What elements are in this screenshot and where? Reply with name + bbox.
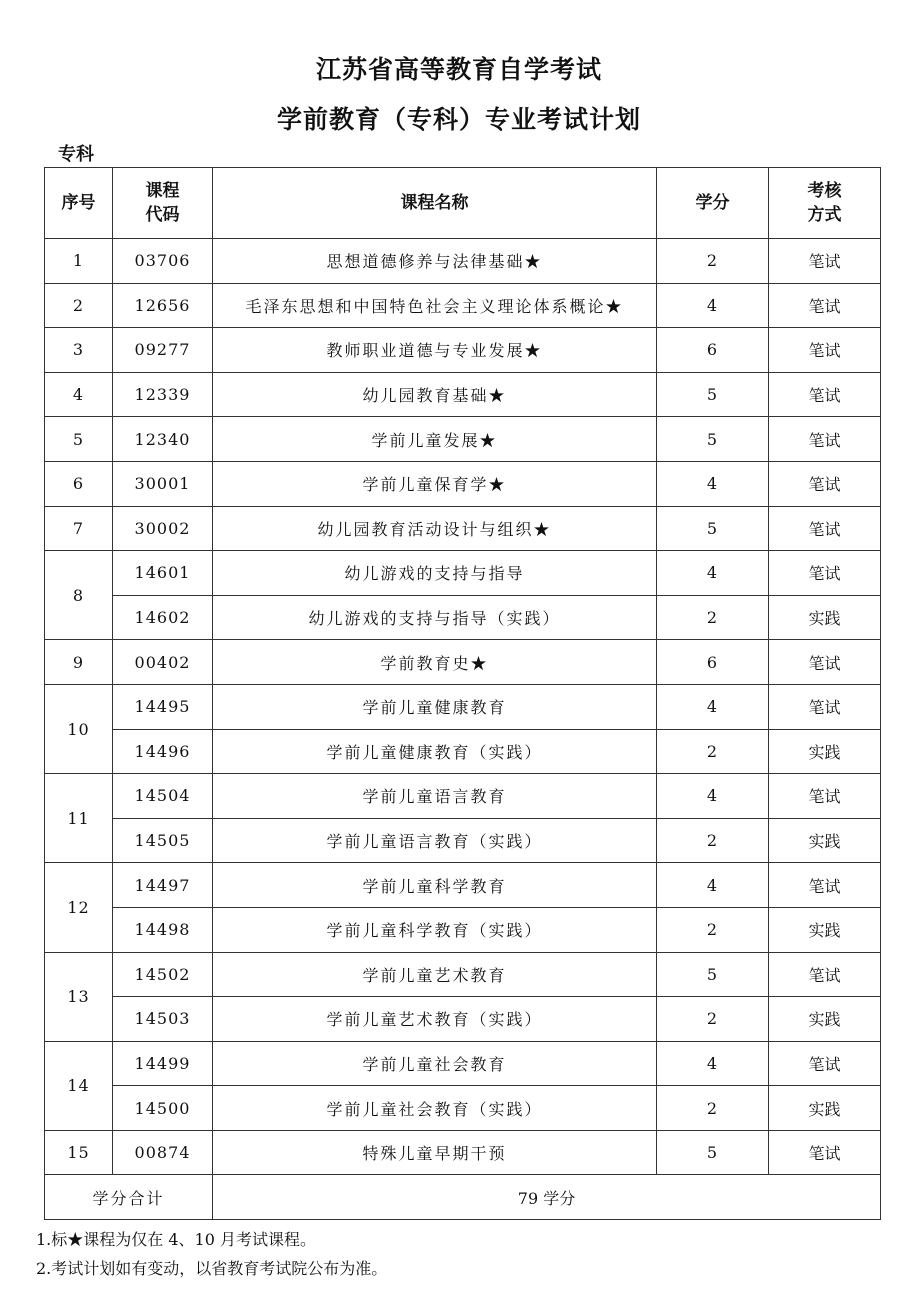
cell-seq: 13 xyxy=(45,952,113,1041)
cell-course-name: 学前儿童艺术教育 xyxy=(213,952,657,997)
header-seq-line: 序号 xyxy=(61,193,96,213)
cell-credit: 4 xyxy=(657,774,769,819)
table-row xyxy=(45,729,881,774)
cell-exam-method: 笔试 xyxy=(769,283,881,328)
cell-course-name: 幼儿园教育活动设计与组织★ xyxy=(213,506,657,551)
cell-course-code: 14503 xyxy=(113,997,213,1042)
cell-seq: 6 xyxy=(45,461,113,506)
cell-course-code: 14495 xyxy=(113,684,213,729)
cell-seq: 15 xyxy=(45,1130,113,1175)
table-body xyxy=(45,239,881,1175)
cell-course-name: 学前儿童语言教育 xyxy=(213,774,657,819)
cell-exam-method: 实践 xyxy=(769,997,881,1042)
cell-seq: 7 xyxy=(45,506,113,551)
cell-exam-method: 笔试 xyxy=(769,1130,881,1175)
cell-exam-method: 实践 xyxy=(769,1086,881,1131)
cell-credit: 4 xyxy=(657,684,769,729)
cell-exam-method: 笔试 xyxy=(769,417,881,462)
table-row xyxy=(45,239,881,284)
cell-exam-method: 笔试 xyxy=(769,372,881,417)
cell-course-code: 12339 xyxy=(113,372,213,417)
document-title: 江苏省高等教育自学考试 xyxy=(315,55,602,84)
cell-credit: 5 xyxy=(657,1130,769,1175)
cell-course-name: 学前教育史★ xyxy=(213,640,657,685)
cell-seq: 5 xyxy=(45,417,113,462)
cell-credit: 5 xyxy=(657,506,769,551)
table-row xyxy=(45,372,881,417)
cell-exam-method: 实践 xyxy=(769,729,881,774)
table-row xyxy=(45,1041,881,1086)
cell-course-code: 14504 xyxy=(113,774,213,819)
cell-seq: 4 xyxy=(45,372,113,417)
cell-credit: 2 xyxy=(657,1086,769,1131)
cell-credit: 5 xyxy=(657,952,769,997)
header-course-code-line1: 课程 xyxy=(145,181,180,201)
cell-course-code: 30002 xyxy=(113,506,213,551)
table-row xyxy=(45,818,881,863)
table-row xyxy=(45,461,881,506)
header-credit-line: 学分 xyxy=(695,193,730,213)
table-row xyxy=(45,907,881,952)
cell-seq: 8 xyxy=(45,551,113,640)
header-course-name xyxy=(213,168,657,239)
cell-course-code: 14497 xyxy=(113,863,213,908)
note-1: 1.标★课程为仅在 4、10 月考试课程。 xyxy=(36,1230,316,1249)
cell-seq: 2 xyxy=(45,283,113,328)
section-label: 专科 xyxy=(58,144,94,165)
cell-course-code: 30001 xyxy=(113,461,213,506)
cell-course-code: 12656 xyxy=(113,283,213,328)
header-course-code-line2: 代码 xyxy=(145,205,180,225)
table-row xyxy=(45,506,881,551)
cell-credit: 2 xyxy=(657,818,769,863)
cell-credit: 2 xyxy=(657,239,769,284)
cell-course-name: 特殊儿童早期干预 xyxy=(213,1130,657,1175)
table-row xyxy=(45,283,881,328)
table-row xyxy=(45,328,881,373)
cell-course-code: 14499 xyxy=(113,1041,213,1086)
cell-course-name: 学前儿童语言教育（实践） xyxy=(213,818,657,863)
cell-exam-method: 笔试 xyxy=(769,551,881,596)
total-row xyxy=(45,1175,881,1220)
note-2: 2.考试计划如有变动，以省教育考试院公布为准。 xyxy=(36,1259,388,1278)
table-header-row xyxy=(45,168,881,239)
cell-seq: 10 xyxy=(45,684,113,773)
cell-course-name: 毛泽东思想和中国特色社会主义理论体系概论★ xyxy=(213,283,657,328)
cell-course-code: 09277 xyxy=(113,328,213,373)
table-row xyxy=(45,863,881,908)
cell-course-name: 思想道德修养与法律基础★ xyxy=(213,239,657,284)
cell-exam-method: 笔试 xyxy=(769,1041,881,1086)
cell-credit: 4 xyxy=(657,283,769,328)
header-seq xyxy=(45,168,113,239)
cell-seq: 3 xyxy=(45,328,113,373)
cell-seq: 14 xyxy=(45,1041,113,1130)
cell-course-code: 14505 xyxy=(113,818,213,863)
table-row xyxy=(45,1086,881,1131)
table-row xyxy=(45,774,881,819)
table-row xyxy=(45,997,881,1042)
header-exam-method xyxy=(769,168,881,239)
document-subtitle: 学前教育（专科）专业考试计划 xyxy=(276,105,641,134)
cell-credit: 4 xyxy=(657,461,769,506)
cell-course-code: 14601 xyxy=(113,551,213,596)
table-row xyxy=(45,595,881,640)
cell-seq: 12 xyxy=(45,863,113,952)
cell-course-code: 14498 xyxy=(113,907,213,952)
cell-exam-method: 笔试 xyxy=(769,684,881,729)
table-row xyxy=(45,417,881,462)
cell-course-name: 幼儿游戏的支持与指导（实践） xyxy=(213,595,657,640)
cell-exam-method: 实践 xyxy=(769,818,881,863)
cell-exam-method: 实践 xyxy=(769,595,881,640)
cell-course-code: 14502 xyxy=(113,952,213,997)
cell-course-code: 12340 xyxy=(113,417,213,462)
total-credits-label: 学分合计 xyxy=(45,1175,213,1220)
cell-credit: 5 xyxy=(657,417,769,462)
cell-course-name: 学前儿童社会教育 xyxy=(213,1041,657,1086)
cell-course-name: 学前儿童社会教育（实践） xyxy=(213,1086,657,1131)
cell-course-code: 03706 xyxy=(113,239,213,284)
cell-exam-method: 笔试 xyxy=(769,506,881,551)
cell-course-name: 学前儿童健康教育（实践） xyxy=(213,729,657,774)
table-row xyxy=(45,684,881,729)
cell-course-name: 学前儿童科学教育（实践） xyxy=(213,907,657,952)
cell-exam-method: 笔试 xyxy=(769,774,881,819)
cell-seq: 1 xyxy=(45,239,113,284)
header-exam-method-line2: 方式 xyxy=(807,205,842,225)
table-row xyxy=(45,551,881,596)
cell-seq: 11 xyxy=(45,774,113,863)
cell-course-name: 教师职业道德与专业发展★ xyxy=(213,328,657,373)
table-row xyxy=(45,640,881,685)
cell-course-name: 学前儿童保育学★ xyxy=(213,461,657,506)
total-credits-value: 79 学分 xyxy=(213,1175,881,1220)
cell-exam-method: 笔试 xyxy=(769,952,881,997)
cell-course-name: 学前儿童健康教育 xyxy=(213,684,657,729)
cell-course-code: 00402 xyxy=(113,640,213,685)
cell-exam-method: 笔试 xyxy=(769,239,881,284)
cell-course-name: 幼儿游戏的支持与指导 xyxy=(213,551,657,596)
cell-exam-method: 笔试 xyxy=(769,328,881,373)
cell-exam-method: 实践 xyxy=(769,907,881,952)
cell-credit: 6 xyxy=(657,328,769,373)
cell-exam-method: 笔试 xyxy=(769,863,881,908)
cell-course-code: 14500 xyxy=(113,1086,213,1131)
cell-course-name: 学前儿童艺术教育（实践） xyxy=(213,997,657,1042)
cell-course-name: 幼儿园教育基础★ xyxy=(213,372,657,417)
notes xyxy=(36,1225,387,1283)
cell-exam-method: 笔试 xyxy=(769,640,881,685)
exam-plan-table xyxy=(44,167,881,1220)
cell-credit: 2 xyxy=(657,907,769,952)
cell-credit: 4 xyxy=(657,1041,769,1086)
cell-course-code: 14496 xyxy=(113,729,213,774)
cell-course-code: 14602 xyxy=(113,595,213,640)
table-row xyxy=(45,1130,881,1175)
cell-course-name: 学前儿童发展★ xyxy=(213,417,657,462)
cell-credit: 5 xyxy=(657,372,769,417)
cell-credit: 4 xyxy=(657,551,769,596)
header-exam-method-line1: 考核 xyxy=(807,181,842,201)
table-row xyxy=(45,952,881,997)
cell-course-code: 00874 xyxy=(113,1130,213,1175)
cell-course-name: 学前儿童科学教育 xyxy=(213,863,657,908)
header-course-code xyxy=(113,168,213,239)
cell-exam-method: 笔试 xyxy=(769,461,881,506)
header-credit xyxy=(657,168,769,239)
cell-credit: 2 xyxy=(657,729,769,774)
header-course-name-line: 课程名称 xyxy=(400,193,469,213)
cell-credit: 2 xyxy=(657,595,769,640)
cell-seq: 9 xyxy=(45,640,113,685)
cell-credit: 6 xyxy=(657,640,769,685)
cell-credit: 4 xyxy=(657,863,769,908)
cell-credit: 2 xyxy=(657,997,769,1042)
